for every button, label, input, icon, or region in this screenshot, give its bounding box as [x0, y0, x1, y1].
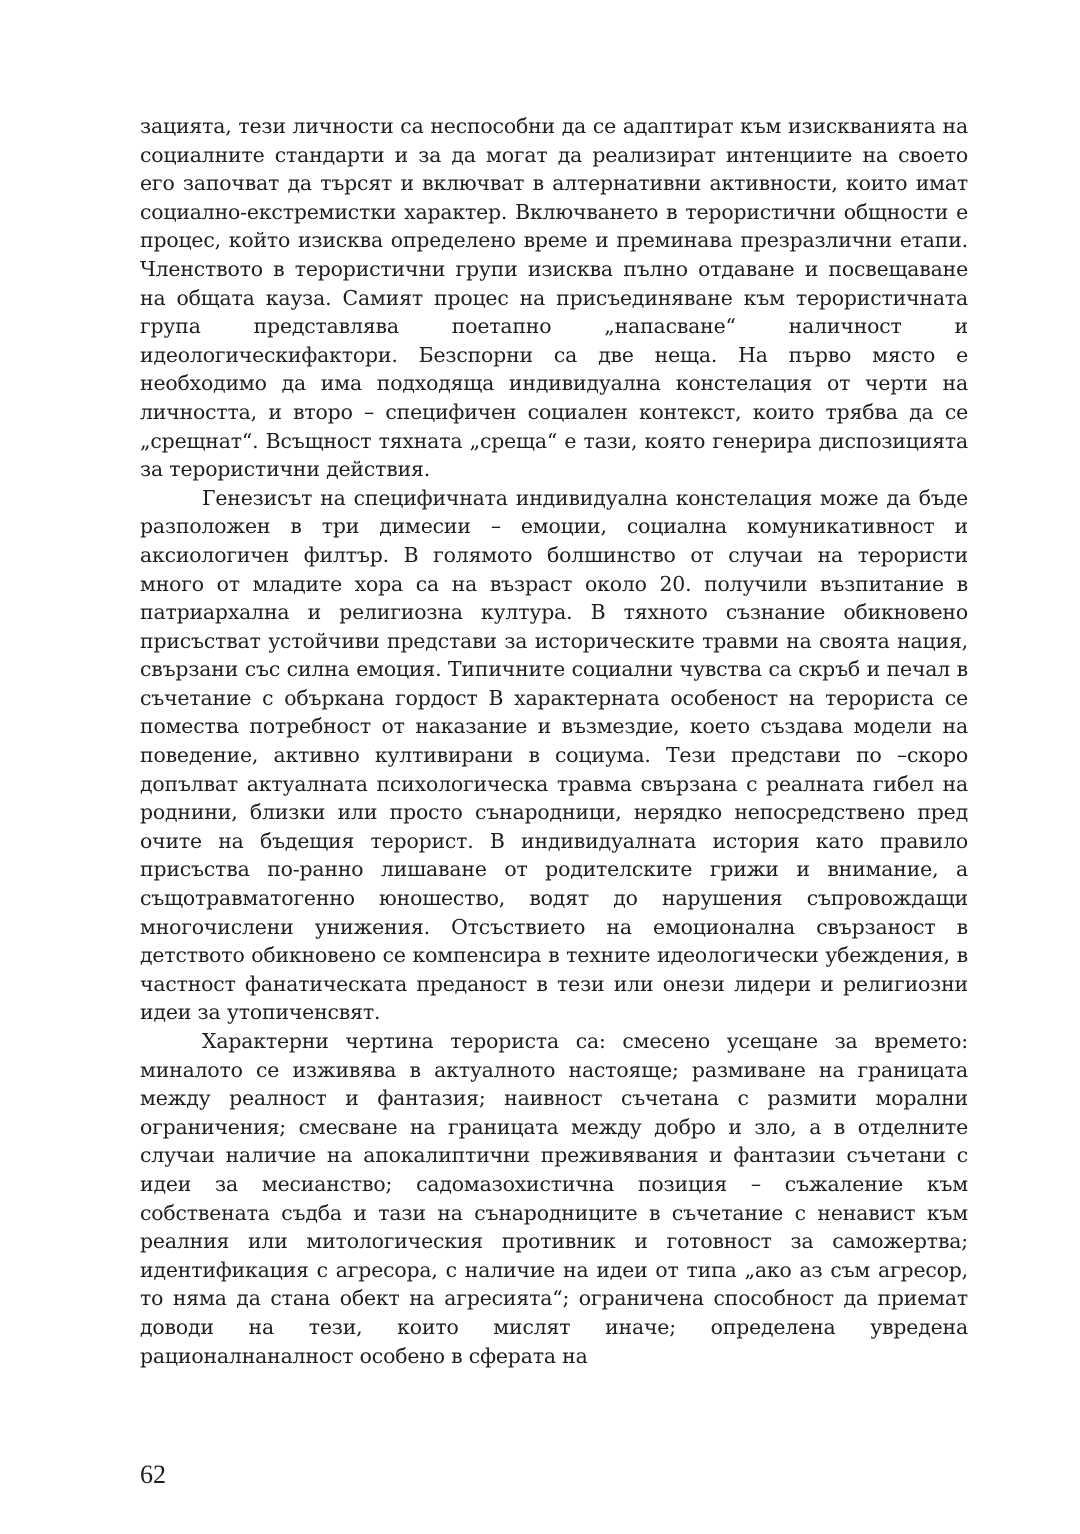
paragraph-2: Генезисът на специфичната индивидуална констелация може да бъде разположен в три димесии – емоции, социална комуникативност и аксиологичен филтър. В голямото болшинство от случаи на терористи много от младите хора са на възраст около 20. получили възпитание в патриархална и религиозна култура. В тяхното съзнание обикновено присъстват устойчиви представи за историческите травми на своята нация, свързани със силна емоция. Типичните социални чувства са скръб и печал в съчетание с объркана гордост В характерната особеност на терориста се помества потребност от наказание и възмездие, което създава модели на поведение, активно култивирани в социума. Тези представи по –скоро допълват актуалната психологическа травма свързана с реалната гибел на роднини, близки или просто сънародници, нерядко непосредствено пред очите на бъдещия терорист. В индивидуалната история като правило присъства по-ранно лишаване от родителските грижи и внимание, а същотравматогенно юношество, водят до нарушения съпровождащи многочислени унижения. Отсъствието на емоционална свързаност в детството обикновено се компенсира в техните идеологически убеждения, в частност фанатическата преданост в тези или онези лидери и религиозни идеи за утопиченсвят. [140, 485, 968, 1025]
paragraph-3: Характерни чертина терориста са: смесено усещане за времето: миналото се изживява в актуалното настояще; размиване на границата между реалност и фантазия; наивност съчетана с размити морални ограничения; смесване на границата между добро и зло, а в отделните случаи наличие на апокалиптични преживявания и фантазии съчетани с идеи за месианство; садомазохистична позиция – съжаление към собствената съдба и тази на сънародниците в съчетание с ненавист към реалния или митологическия противник и готовност за саможертва; идентификация с агресора, с наличие на идеи от типа „ако аз съм агресор, то няма да стана обект на агресията“; ограничена способност да приемат доводи на тези, които мислят иначе; определена увредена рационалнаналност особено в сферата на [140, 1029, 968, 1368]
page-number: 62 [140, 1460, 166, 1489]
body-text [140, 112, 968, 1370]
paragraph-1: зацията, тези личности са неспособни да се адаптират към изискванията на социалните стандарти и за да могат да реализират интенциите на своето его започват да търсят и включват в алтернативни активности, които имат социално-екстремистки характер. Включването в терористични общности е процес, който изисква определено време и преминава презразлични етапи. Членството в терористични групи изисква пълно отдаване и посвещаване на общата кауза. Самият процес на присъединяване към терористичната група представлява поетапно „напасване“ наличност и идеологическифактори. Безспорни са две неща. На първо място е необходимо да има подходяща индивидуална констелация от черти на личността, и второ – специфичен социален контекст, които трябва да се „срещнат“. Всъщност тяхната „среща“ е тази, която генерира диспозицията за терористични действия. [140, 114, 968, 482]
